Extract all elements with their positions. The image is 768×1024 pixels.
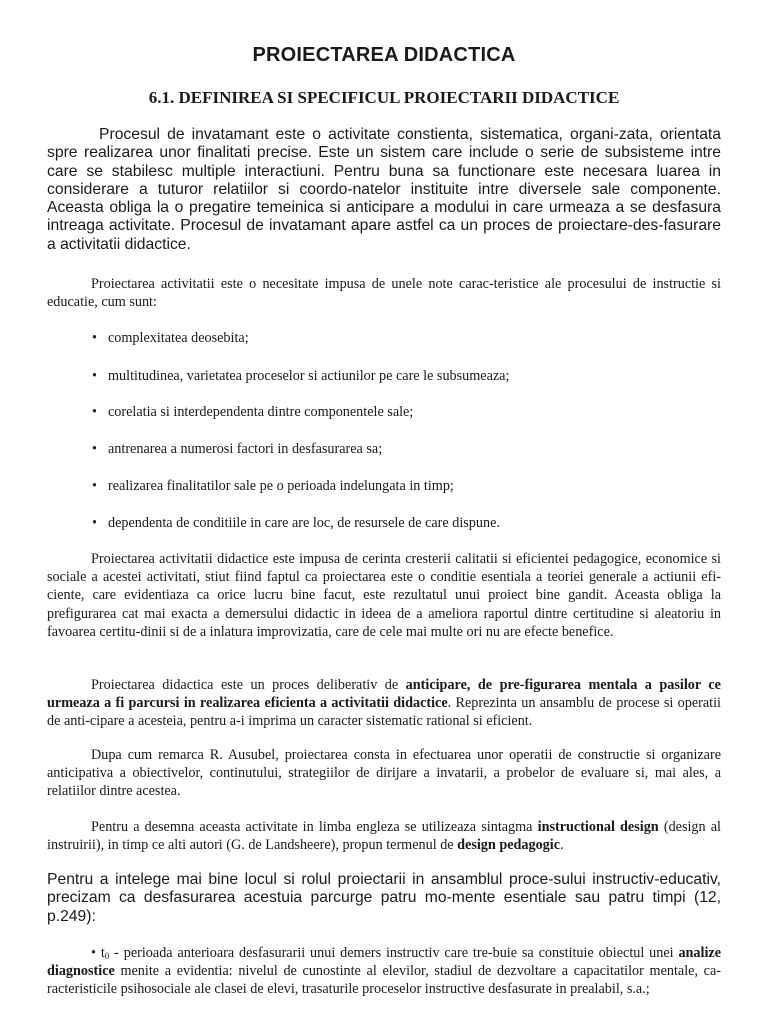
list-item-text: dependenta de conditiile in care are loc, de resursele de care dispune. <box>108 515 500 531</box>
bullet-icon: • <box>91 945 96 961</box>
emphasis-text: instructional design <box>537 819 659 835</box>
emphasis-text: analize diagnostice <box>47 945 722 980</box>
list-item <box>92 329 249 347</box>
page-title: PROIECTAREA DIDACTICA <box>252 44 516 66</box>
list-item-t0: • $t_0$ - perioada anterioara desfasurarii unui demers instructiv care tre-buie sa constituie obiectul unei analize diagnostice menite a evidentia: nivelul de cunostinte al elevilor, stadiul de dezvoltare a capacitatilor mentale, ca-racteristicile psihosociale ale clasei de elevi, trasaturile proceselor instructive desfasurate in prealabil, s.a.; <box>47 945 722 998</box>
bullet-icon: • <box>92 404 97 420</box>
paragraph-english-term: Pentru a desemna aceasta activitate in limba engleza se utilizeaza sintagma instructional design (design al instruirii), in timp ce alti autori (G. de Landsheere), propun termenul de design pedagogic. <box>47 819 721 854</box>
bullet-icon: • <box>92 478 97 494</box>
emphasis-text: anticipare, de pre-figurarea mentala a pasilor ce urmeaza a fi parcursi in realizarea eficienta a activitatii didactice <box>47 677 721 712</box>
list-item <box>92 514 500 532</box>
section-heading: 6.1. DEFINIREA SI SPECIFICUL PROIECTARII DIDACTICE <box>148 88 620 107</box>
intro-paragraph: Procesul de invatamant este o activitate constienta, sistematica, organi-zata, orientata spre realizarea unor finalitati precise. Este un sistem care include o serie de subsisteme intre care se stabilesc multiple interactiuni. Pentru buna sa functionare este necesara luarea in considerare a tuturor relatiilor si coordo-natelor instituite intre diversele sale componente. Aceasta obliga la o pregatire temeinica si anticipare a modului in care urmeaza a se desfasura intreaga activitate. Procesul de invatamant apare astfel ca un proces de proiectare-des-fasurare a activitatii didactice. <box>47 126 721 253</box>
list-item <box>92 477 454 495</box>
paragraph-definition: Proiectarea didactica este un proces deliberativ de anticipare, de pre-figurarea mentala a pasilor ce urmeaza a fi parcursi in realizarea eficienta a activitatii didactice. Reprezinta un ansamblu de procese si operatii de anti-cipare a acesteia, pentru a-i imprima un caracter sistematic rational si eficient. <box>47 677 721 730</box>
list-item-text: multitudinea, varietatea proceselor si actiunilor pe care le subsumeaza; <box>108 368 510 384</box>
bullet-icon: • <box>92 515 97 531</box>
list-item-text: antrenarea a numerosi factori in desfasurarea sa; <box>108 441 383 457</box>
bullet-icon: • <box>92 441 97 457</box>
bullet-icon: • <box>92 330 97 346</box>
paragraph-necessity: Proiectarea activitatii este o necesitate impusa de unele note carac-teristice ale procesului de instructie si educatie, cum sunt: <box>47 276 721 311</box>
list-item <box>92 403 413 421</box>
bullet-icon: • <box>92 368 97 384</box>
list-item <box>92 440 382 458</box>
paragraph-ausubel: Dupa cum remarca R. Ausubel, proiectarea consta in efectuarea unor operatii de constructie si organizare anticipativa a obiectivelor, continutului, strategiilor de dirijare a invatarii, a probelor de evaluare si, mai ales, a relatiilor dintre acestea. <box>47 747 721 800</box>
list-item-text: realizarea finalitatilor sale pe o perioada indelungata in timp; <box>108 478 454 494</box>
emphasis-text: design pedagogic <box>457 837 561 854</box>
list-item-text: complexitatea deosebita; <box>108 330 249 346</box>
paragraph-four-moments: Pentru a intelege mai bine locul si rolul proiectarii in ansamblul proce-sului instructiv-educativ, precizam ca desfasurarea acestuia parcurge patru mo-mente esentiale sau patru timpi (12, p.249): <box>47 871 721 925</box>
paragraph-quality: Proiectarea activitatii didactice este impusa de cerinta cresterii calitatii si eficientei pedagogice, economice si sociale a acestei activitati, stiut fiind faptul ca proiectarea este o conditie esentiala a teoriei generale a actiunii efi-ciente, care evidentiaza ca orice lucru bine facut, este rezultatul unui proiect bine gandit. Aceasta obliga la prefigurarea cat mai exacta a demersului didactic in ideea de a ameliora raportul dintre certitudine si aleatoriu in favoarea certitu-dinii si de a inlatura improvizatia, care de cele mai multe ori nu are efecte benefice. <box>47 551 721 640</box>
list-item-text: corelatia si interdependenta dintre componentele sale; <box>108 404 414 420</box>
list-item <box>92 367 509 385</box>
